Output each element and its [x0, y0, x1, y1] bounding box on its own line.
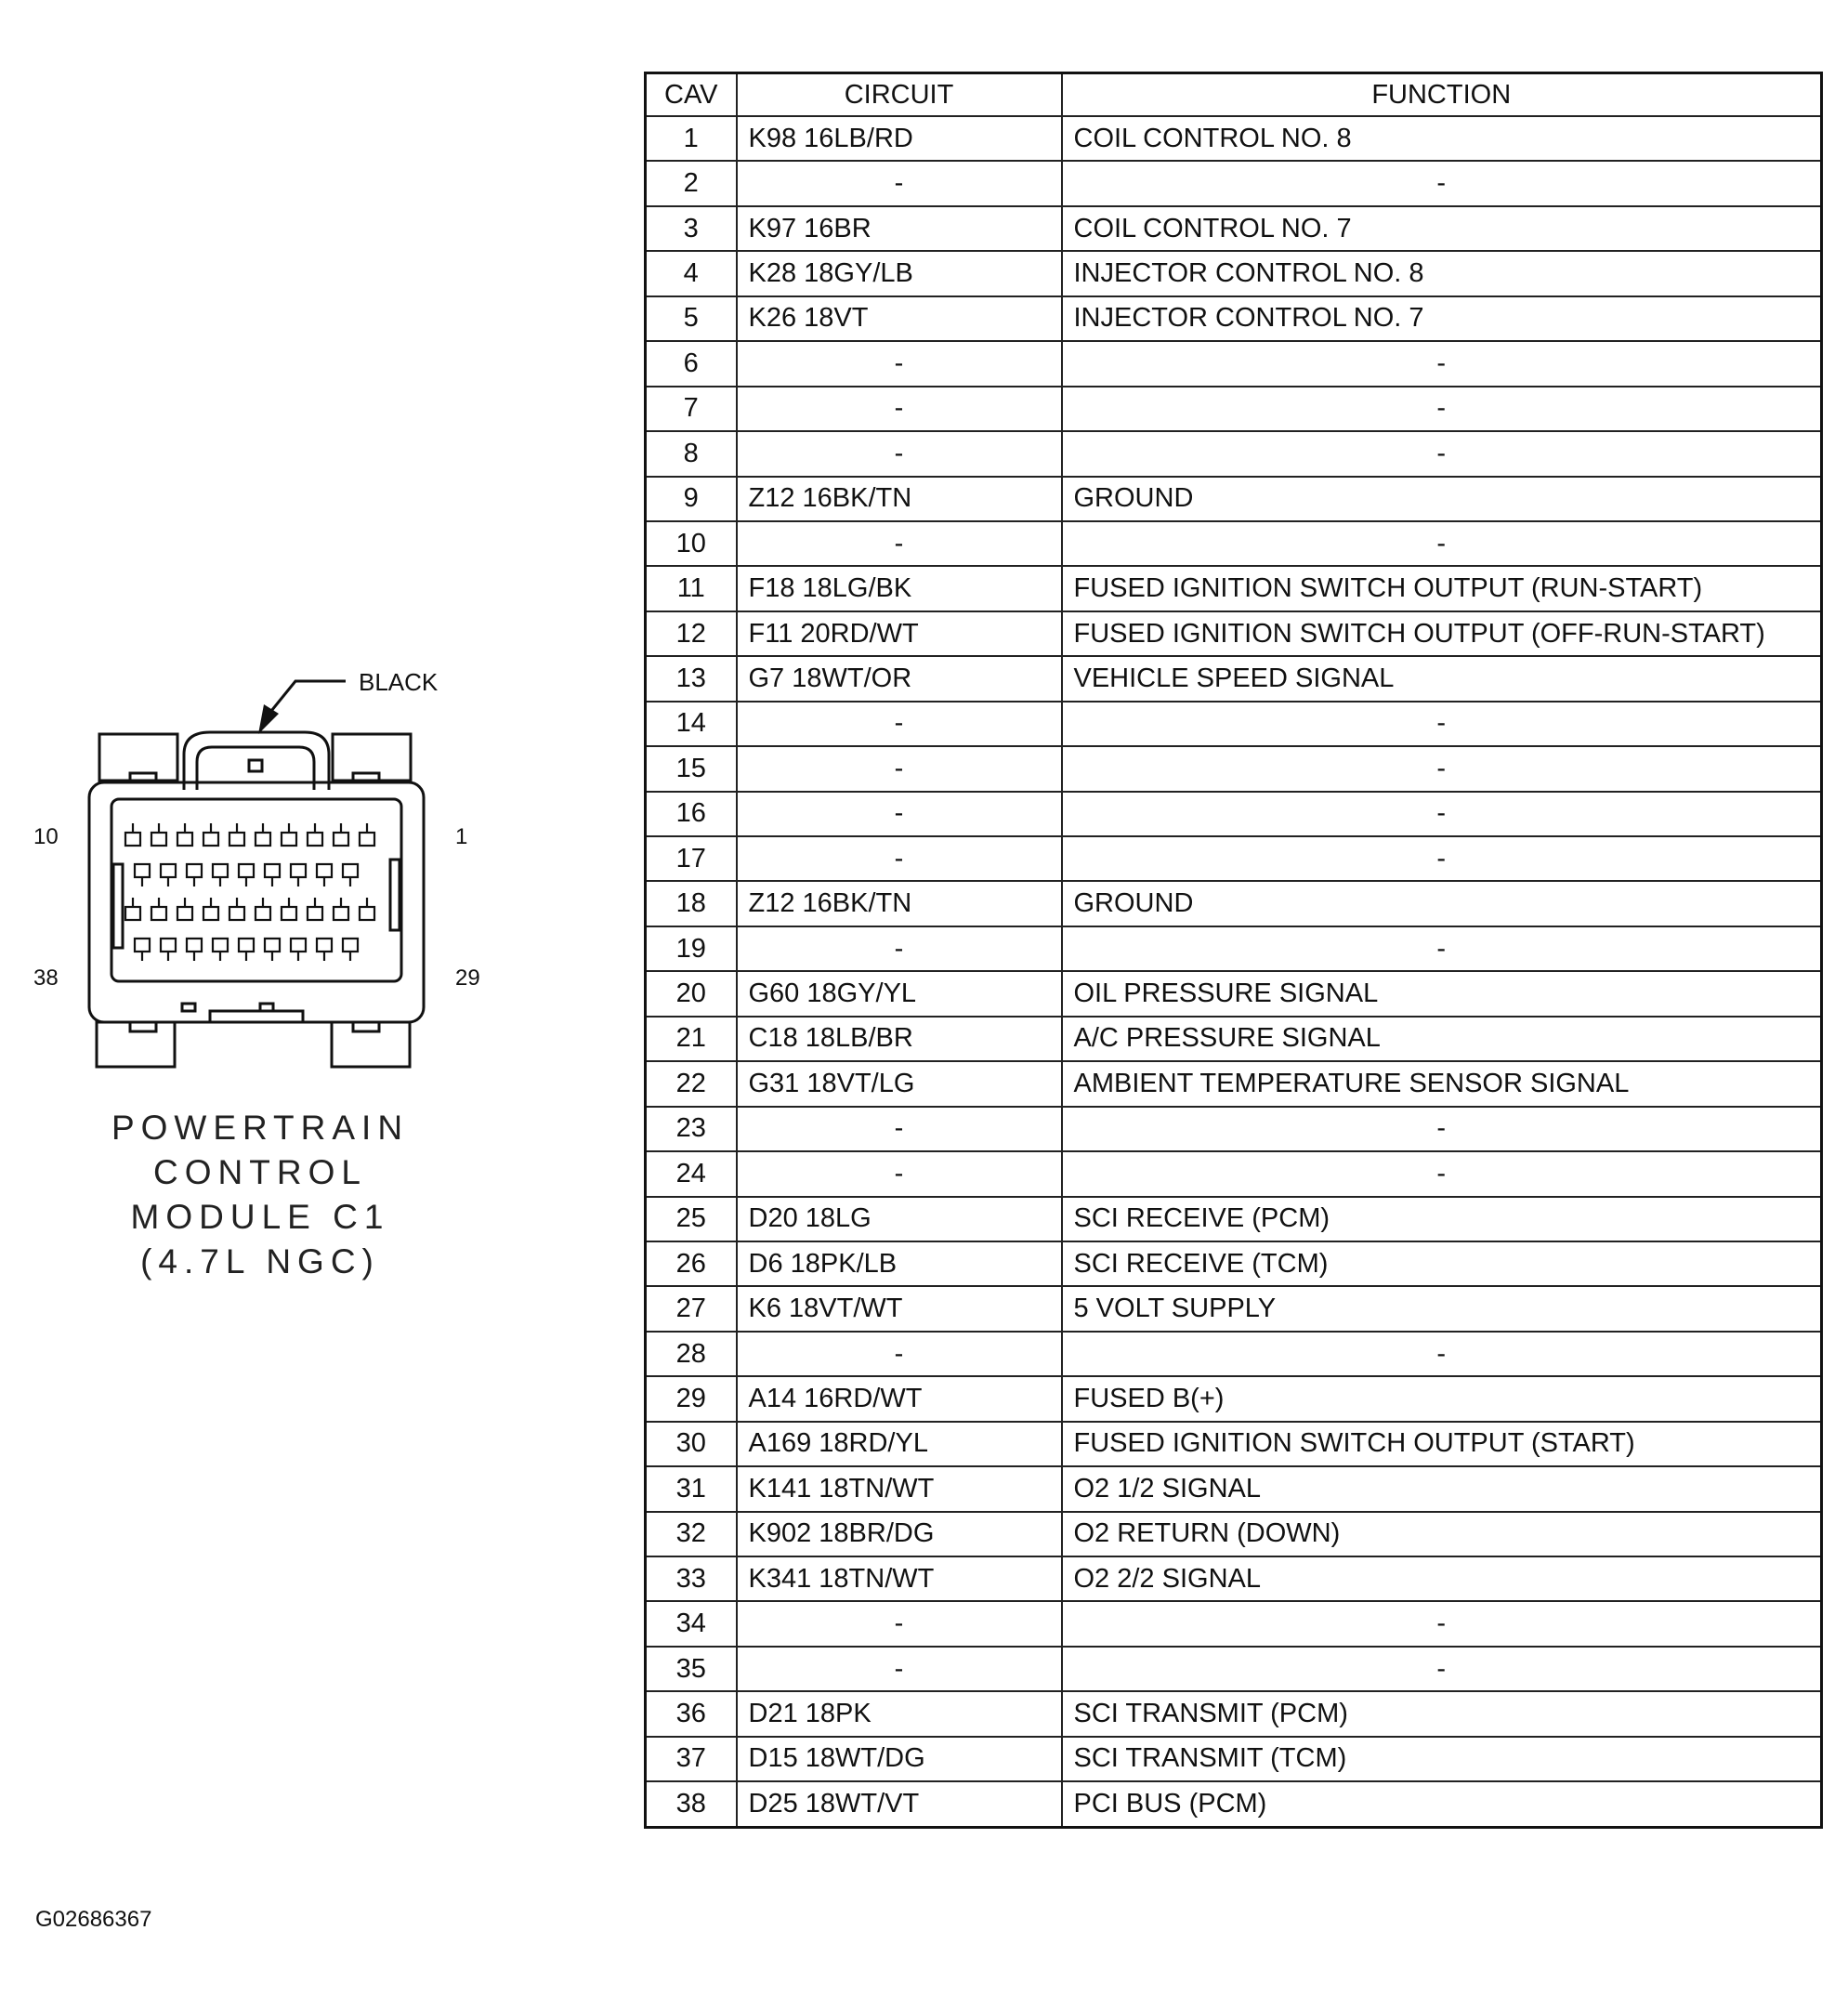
- cav-cell: 29: [646, 1376, 737, 1421]
- circuit-cell: F18 18LG/BK: [737, 566, 1062, 611]
- cav-cell: 9: [646, 477, 737, 521]
- table-row: [646, 1422, 1822, 1466]
- pin-label-bottom-right: 29: [455, 965, 480, 991]
- function-cell: -: [1062, 1601, 1822, 1646]
- pin-cavity: [343, 939, 358, 961]
- function-cell: FUSED IGNITION SWITCH OUTPUT (START): [1062, 1422, 1822, 1466]
- function-cell: A/C PRESSURE SIGNAL: [1062, 1017, 1822, 1061]
- table-row: [646, 1556, 1822, 1601]
- circuit-cell: -: [737, 1647, 1062, 1691]
- arrow-head: [258, 704, 279, 734]
- circuit-cell: D15 18WT/DG: [737, 1737, 1062, 1781]
- cav-cell: 18: [646, 881, 737, 926]
- pin-cavity: [229, 898, 244, 920]
- table-row: [646, 746, 1822, 791]
- circuit-cell: D6 18PK/LB: [737, 1241, 1062, 1286]
- cav-cell: 34: [646, 1601, 737, 1646]
- table-row: [646, 1601, 1822, 1646]
- function-cell: -: [1062, 1151, 1822, 1196]
- caption-line: MODULE C1: [130, 1198, 390, 1236]
- circuit-cell: -: [737, 702, 1062, 746]
- pin-cavity: [151, 898, 166, 920]
- cav-cell: 10: [646, 521, 737, 566]
- function-cell: -: [1062, 521, 1822, 566]
- pin-cavity: [239, 939, 254, 961]
- function-cell: -: [1062, 1107, 1822, 1151]
- pin-cavity: [177, 898, 192, 920]
- circuit-cell: -: [737, 387, 1062, 431]
- function-cell: COIL CONTROL NO. 8: [1062, 116, 1822, 161]
- pin-cavity: [135, 939, 150, 961]
- cav-cell: 32: [646, 1512, 737, 1556]
- table-row: [646, 1466, 1822, 1511]
- circuit-cell: K6 18VT/WT: [737, 1286, 1062, 1331]
- cav-cell: 15: [646, 746, 737, 791]
- function-cell: -: [1062, 387, 1822, 431]
- function-cell: SCI RECEIVE (TCM): [1062, 1241, 1822, 1286]
- pin-cavity: [265, 939, 280, 961]
- circuit-cell: Z12 16BK/TN: [737, 477, 1062, 521]
- table-row: [646, 477, 1822, 521]
- circuit-cell: K902 18BR/DG: [737, 1512, 1062, 1556]
- cav-cell: 13: [646, 656, 737, 701]
- table-row: [646, 1286, 1822, 1331]
- cav-cell: 12: [646, 611, 737, 656]
- pin-cavity: [343, 864, 358, 886]
- function-cell: FUSED IGNITION SWITCH OUTPUT (RUN-START): [1062, 566, 1822, 611]
- function-cell: GROUND: [1062, 881, 1822, 926]
- function-cell: PCI BUS (PCM): [1062, 1781, 1822, 1827]
- circuit-cell: -: [737, 1332, 1062, 1376]
- pin-cavity: [135, 864, 150, 886]
- connector-color-label: BLACK: [359, 668, 439, 696]
- right-foot: [332, 1022, 410, 1067]
- pin-cavity: [125, 898, 140, 920]
- table-row: [646, 1512, 1822, 1556]
- pin-cavity: [291, 939, 306, 961]
- table-row: [646, 566, 1822, 611]
- cav-cell: 3: [646, 206, 737, 251]
- table-row: [646, 1376, 1822, 1421]
- function-cell: -: [1062, 836, 1822, 881]
- pin-cavity: [308, 823, 322, 846]
- table-row: [646, 702, 1822, 746]
- function-cell: SCI RECEIVE (PCM): [1062, 1197, 1822, 1241]
- table-row: [646, 296, 1822, 341]
- pin-cavity: [317, 939, 332, 961]
- pin-cavity: [177, 823, 192, 846]
- function-cell: AMBIENT TEMPERATURE SENSOR SIGNAL: [1062, 1061, 1822, 1106]
- pin-cavity: [265, 864, 280, 886]
- cav-cell: 7: [646, 387, 737, 431]
- cav-cell: 19: [646, 926, 737, 971]
- circuit-cell: -: [737, 836, 1062, 881]
- pin-cavity: [187, 864, 202, 886]
- cav-cell: 30: [646, 1422, 737, 1466]
- pin-cavity: [360, 898, 374, 920]
- table-row: [646, 1151, 1822, 1196]
- circuit-cell: -: [737, 926, 1062, 971]
- table-header-row: [646, 73, 1822, 117]
- cav-cell: 37: [646, 1737, 737, 1781]
- table-row: [646, 161, 1822, 205]
- cavity-field: [111, 799, 401, 981]
- cav-cell: 21: [646, 1017, 737, 1061]
- circuit-cell: Z12 16BK/TN: [737, 881, 1062, 926]
- cav-cell: 8: [646, 431, 737, 476]
- function-cell: O2 2/2 SIGNAL: [1062, 1556, 1822, 1601]
- circuit-cell: K141 18TN/WT: [737, 1466, 1062, 1511]
- pin-cavity: [203, 823, 218, 846]
- pinout-table: [644, 72, 1823, 1829]
- left-foot: [97, 1022, 175, 1067]
- cav-cell: 28: [646, 1332, 737, 1376]
- table-row: [646, 521, 1822, 566]
- caption-line: CONTROL: [153, 1153, 367, 1191]
- pin-cavity: [151, 823, 166, 846]
- table-row: [646, 1332, 1822, 1376]
- table-row: [646, 431, 1822, 476]
- function-cell: -: [1062, 792, 1822, 836]
- circuit-cell: A169 18RD/YL: [737, 1422, 1062, 1466]
- function-cell: SCI TRANSMIT (PCM): [1062, 1691, 1822, 1736]
- table-row: [646, 1691, 1822, 1736]
- header-circuit: CIRCUIT: [737, 73, 1062, 117]
- function-cell: FUSED B(+): [1062, 1376, 1822, 1421]
- table-row: [646, 251, 1822, 295]
- caption-line: POWERTRAIN: [111, 1109, 410, 1147]
- figure-id: G02686367: [35, 1907, 152, 1932]
- connector-housing: [89, 782, 424, 1022]
- pin-label-top-left: 10: [33, 824, 59, 849]
- table-row: [646, 881, 1822, 926]
- color-leader-line: [268, 681, 346, 716]
- circuit-cell: K98 16LB/RD: [737, 116, 1062, 161]
- circuit-cell: K341 18TN/WT: [737, 1556, 1062, 1601]
- cav-cell: 20: [646, 971, 737, 1016]
- pin-cavity: [213, 864, 228, 886]
- table-row: [646, 611, 1822, 656]
- circuit-cell: K28 18GY/LB: [737, 251, 1062, 295]
- table-row: [646, 836, 1822, 881]
- table-row: [646, 1197, 1822, 1241]
- function-cell: INJECTOR CONTROL NO. 8: [1062, 251, 1822, 295]
- cav-cell: 14: [646, 702, 737, 746]
- cav-cell: 26: [646, 1241, 737, 1286]
- pin-cavity: [239, 864, 254, 886]
- cav-cell: 31: [646, 1466, 737, 1511]
- pin-cavity: [282, 823, 296, 846]
- table-row: [646, 341, 1822, 386]
- circuit-cell: G60 18GY/YL: [737, 971, 1062, 1016]
- pin-cavity: [282, 898, 296, 920]
- cav-cell: 38: [646, 1781, 737, 1827]
- function-cell: VEHICLE SPEED SIGNAL: [1062, 656, 1822, 701]
- table-row: [646, 1061, 1822, 1106]
- table-row: [646, 1647, 1822, 1691]
- circuit-cell: G7 18WT/OR: [737, 656, 1062, 701]
- table-row: [646, 387, 1822, 431]
- table-row: [646, 656, 1822, 701]
- pin-label-top-right: 1: [455, 824, 468, 849]
- table-row: [646, 1017, 1822, 1061]
- pin-cavity: [334, 898, 348, 920]
- circuit-cell: F11 20RD/WT: [737, 611, 1062, 656]
- pin-label-bottom-left: 38: [33, 965, 59, 991]
- function-cell: -: [1062, 161, 1822, 205]
- cav-cell: 17: [646, 836, 737, 881]
- table-row: [646, 971, 1822, 1016]
- pin-cavity: [125, 823, 140, 846]
- cav-cell: 1: [646, 116, 737, 161]
- circuit-cell: D25 18WT/VT: [737, 1781, 1062, 1827]
- cav-cell: 16: [646, 792, 737, 836]
- function-cell: 5 VOLT SUPPLY: [1062, 1286, 1822, 1331]
- circuit-cell: -: [737, 521, 1062, 566]
- pin-cavity: [161, 939, 176, 961]
- function-cell: -: [1062, 926, 1822, 971]
- function-cell: INJECTOR CONTROL NO. 7: [1062, 296, 1822, 341]
- pin-cavity: [187, 939, 202, 961]
- function-cell: O2 RETURN (DOWN): [1062, 1512, 1822, 1556]
- function-cell: GROUND: [1062, 477, 1822, 521]
- table-row: [646, 206, 1822, 251]
- circuit-cell: A14 16RD/WT: [737, 1376, 1062, 1421]
- cav-cell: 4: [646, 251, 737, 295]
- pin-cavity: [203, 898, 218, 920]
- pin-cavity: [161, 864, 176, 886]
- cav-cell: 22: [646, 1061, 737, 1106]
- cav-cell: 33: [646, 1556, 737, 1601]
- cav-cell: 36: [646, 1691, 737, 1736]
- circuit-cell: -: [737, 746, 1062, 791]
- table-row: [646, 1737, 1822, 1781]
- cav-cell: 35: [646, 1647, 737, 1691]
- caption-line: (4.7L NGC): [140, 1242, 380, 1280]
- function-cell: -: [1062, 702, 1822, 746]
- function-cell: -: [1062, 341, 1822, 386]
- function-cell: -: [1062, 1647, 1822, 1691]
- function-cell: -: [1062, 431, 1822, 476]
- pin-cavity: [334, 823, 348, 846]
- cav-cell: 5: [646, 296, 737, 341]
- circuit-cell: G31 18VT/LG: [737, 1061, 1062, 1106]
- cav-cell: 2: [646, 161, 737, 205]
- circuit-cell: -: [737, 1151, 1062, 1196]
- table-row: [646, 1781, 1822, 1827]
- cav-cell: 11: [646, 566, 737, 611]
- function-cell: -: [1062, 1332, 1822, 1376]
- pin-cavity: [213, 939, 228, 961]
- circuit-cell: -: [737, 341, 1062, 386]
- cav-cell: 24: [646, 1151, 737, 1196]
- table-row: [646, 1107, 1822, 1151]
- pin-grid: [125, 823, 374, 961]
- function-cell: OIL PRESSURE SIGNAL: [1062, 971, 1822, 1016]
- circuit-cell: -: [737, 431, 1062, 476]
- table-row: [646, 116, 1822, 161]
- table-row: [646, 926, 1822, 971]
- function-cell: O2 1/2 SIGNAL: [1062, 1466, 1822, 1511]
- circuit-cell: C18 18LB/BR: [737, 1017, 1062, 1061]
- function-cell: FUSED IGNITION SWITCH OUTPUT (OFF-RUN-START): [1062, 611, 1822, 656]
- function-cell: SCI TRANSMIT (TCM): [1062, 1737, 1822, 1781]
- circuit-cell: -: [737, 792, 1062, 836]
- pin-cavity: [229, 823, 244, 846]
- pin-cavity: [291, 864, 306, 886]
- pin-cavity: [256, 823, 270, 846]
- table-row: [646, 792, 1822, 836]
- pin-cavity: [317, 864, 332, 886]
- pin-cavity: [360, 823, 374, 846]
- cav-cell: 27: [646, 1286, 737, 1331]
- connector-caption: [93, 1106, 427, 1284]
- connector-diagram: [0, 0, 520, 1115]
- cav-cell: 25: [646, 1197, 737, 1241]
- table-row: [646, 1241, 1822, 1286]
- circuit-cell: D21 18PK: [737, 1691, 1062, 1736]
- function-cell: -: [1062, 746, 1822, 791]
- cav-cell: 6: [646, 341, 737, 386]
- circuit-cell: -: [737, 1601, 1062, 1646]
- cav-cell: 23: [646, 1107, 737, 1151]
- header-function: FUNCTION: [1062, 73, 1822, 117]
- circuit-cell: -: [737, 1107, 1062, 1151]
- pin-cavity: [256, 898, 270, 920]
- pin-cavity: [308, 898, 322, 920]
- header-cav: CAV: [646, 73, 737, 117]
- circuit-cell: K26 18VT: [737, 296, 1062, 341]
- circuit-cell: D20 18LG: [737, 1197, 1062, 1241]
- circuit-cell: -: [737, 161, 1062, 205]
- circuit-cell: K97 16BR: [737, 206, 1062, 251]
- function-cell: COIL CONTROL NO. 7: [1062, 206, 1822, 251]
